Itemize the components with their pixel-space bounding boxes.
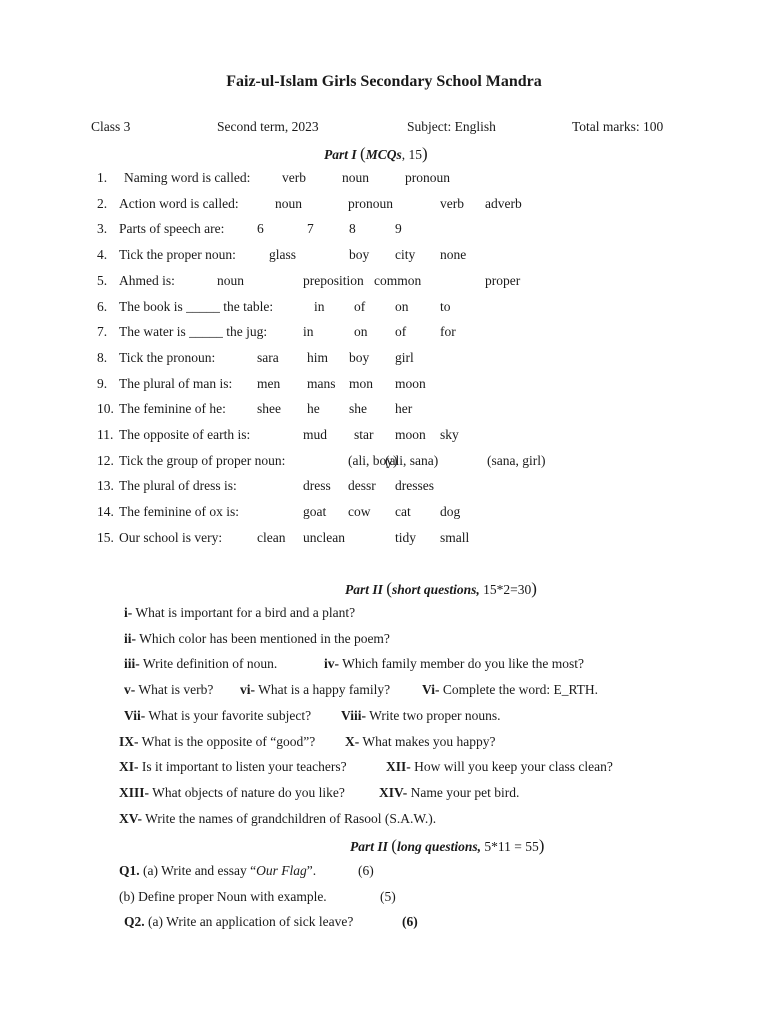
mcq-option: noun xyxy=(342,170,369,185)
short-question-number: iv- xyxy=(324,656,339,672)
part1-open-paren: ( xyxy=(360,144,366,163)
short-question-number: ii- xyxy=(124,630,136,646)
question-number: 6. xyxy=(97,298,108,314)
mcq-option: boy xyxy=(349,349,370,365)
mcq-option: tidy xyxy=(395,529,417,545)
mcq-option: preposition xyxy=(303,272,364,288)
short-question-number: Viii- xyxy=(341,707,366,723)
part2-open-paren: ( xyxy=(386,579,392,598)
long-question-2a xyxy=(124,914,353,930)
mcq-question xyxy=(97,478,757,498)
mcq-question xyxy=(97,350,757,370)
question-number: 14. xyxy=(97,504,114,520)
class-label: Class 3 xyxy=(91,119,131,134)
question-number: 12. xyxy=(97,452,114,468)
mcq-option: moon xyxy=(395,375,426,391)
mcq-option: noun xyxy=(275,195,302,211)
mcq-option: 7 xyxy=(307,221,314,237)
short-question-number: Vii- xyxy=(124,707,146,723)
mcq-question xyxy=(97,170,757,190)
short-question xyxy=(119,734,315,750)
long-question-number: Q1. xyxy=(119,863,140,878)
mcq-option: 9 xyxy=(395,221,402,237)
short-question-text: What is verb? xyxy=(135,682,214,698)
mcq-question xyxy=(97,453,757,473)
mcq-option: he xyxy=(307,401,320,417)
short-question-number: XV- xyxy=(119,810,142,826)
part2-marks: 15*2=30 xyxy=(479,582,532,597)
mcq-option: on xyxy=(395,298,409,314)
short-question xyxy=(119,759,347,775)
question-text: The water is _____ the jug: xyxy=(119,324,268,340)
short-question-number: X- xyxy=(345,733,360,749)
mcq-question xyxy=(97,427,757,447)
mcq-option: shee xyxy=(257,401,281,417)
mcq-option: verb xyxy=(440,195,464,211)
mcq-option: girl xyxy=(395,349,414,365)
mcq-option: boy xyxy=(349,247,370,263)
short-question-text: Which color has been mentioned in the poem? xyxy=(136,630,390,646)
part1-close-paren: ) xyxy=(421,144,428,163)
short-question-text: Write two proper nouns. xyxy=(366,707,501,723)
mcq-option: mud xyxy=(303,427,328,442)
mcq-option: dress xyxy=(303,478,331,494)
short-question-number: XIV- xyxy=(379,784,408,800)
question-text: Our school is very: xyxy=(119,529,223,545)
question-number: 7. xyxy=(97,324,108,340)
question-number: 11. xyxy=(97,427,114,442)
short-question xyxy=(119,785,345,801)
short-question-number: XII- xyxy=(386,759,411,775)
question-text: The plural of man is: xyxy=(119,375,233,391)
part3-close-paren: ) xyxy=(538,836,545,855)
long-question-1b-marks: (5) xyxy=(380,889,396,904)
mcq-option: pronoun xyxy=(405,170,450,185)
mcq-option: cow xyxy=(348,504,371,520)
part2-heading xyxy=(345,579,537,599)
question-text: The feminine of he: xyxy=(119,401,226,417)
question-number: 2. xyxy=(97,195,108,211)
question-number: 5. xyxy=(97,272,108,288)
mcq-option: 8 xyxy=(349,221,356,237)
short-question-text: Is it important to listen your teachers? xyxy=(138,759,347,775)
short-question-number: iii- xyxy=(124,656,140,672)
long-question-1a-marks: (6) xyxy=(358,863,374,878)
part1-label: Part I xyxy=(324,147,357,162)
mcq-question xyxy=(97,530,757,550)
mcq-option: goat xyxy=(303,504,327,520)
mcq-option: him xyxy=(307,349,329,365)
mcq-option: mans xyxy=(307,375,336,391)
mcq-option: she xyxy=(349,401,367,417)
mcq-option: of xyxy=(395,324,407,340)
short-question xyxy=(422,682,598,698)
short-question-text: How will you keep your class clean? xyxy=(410,759,613,775)
mcq-option: verb xyxy=(282,170,306,185)
mcq-option: mon xyxy=(349,375,374,391)
subject-label: Subject: English xyxy=(407,119,496,134)
question-text: Tick the proper noun: xyxy=(119,247,236,263)
short-question-text: What makes you happy? xyxy=(359,733,496,749)
short-question-number: XI- xyxy=(119,759,139,775)
long-question-2a-marks: (6) xyxy=(402,914,418,929)
part3-type: long questions, xyxy=(396,839,481,854)
mcq-option: of xyxy=(354,298,366,314)
long-question-text: (a) Write an application of sick leave? xyxy=(144,914,354,929)
question-text: Tick the group of proper noun: xyxy=(119,452,286,468)
short-question xyxy=(124,605,355,621)
long-question-number: Q2. xyxy=(124,914,145,929)
short-question-text: What objects of nature do you like? xyxy=(149,784,345,800)
short-question-text: Which family member do you like the most? xyxy=(339,656,584,672)
mcq-option: sky xyxy=(440,427,459,442)
short-question-text: Write the names of grandchildren of Rasool (S.A.W.). xyxy=(142,810,437,826)
long-question-1a xyxy=(119,863,316,879)
mcq-question xyxy=(97,196,757,216)
short-question-text: What is a happy family? xyxy=(255,682,391,698)
short-question-text: Write definition of noun. xyxy=(139,656,278,672)
part3-open-paren: ( xyxy=(391,836,397,855)
short-question-number: Vi- xyxy=(422,682,440,698)
short-question-number: IX- xyxy=(119,733,139,749)
short-question xyxy=(345,734,495,750)
mcq-option: unclean xyxy=(303,529,345,545)
short-question-number: vi- xyxy=(240,682,255,698)
essay-topic: Our Flag xyxy=(256,863,307,878)
mcq-option: small xyxy=(440,529,470,545)
part2-type: short questions, xyxy=(391,582,480,597)
part1-count: , 15 xyxy=(401,147,422,162)
short-question-number: i- xyxy=(124,605,133,620)
short-question xyxy=(124,656,277,672)
mcq-question xyxy=(97,273,757,293)
short-question xyxy=(379,785,519,801)
part1-heading xyxy=(324,144,428,164)
question-number: 4. xyxy=(97,247,108,263)
mcq-option: star xyxy=(354,427,374,442)
mcq-option: glass xyxy=(269,247,296,263)
mcq-option: dog xyxy=(440,504,461,520)
short-question-text: Name your pet bird. xyxy=(407,784,520,800)
mcq-option: (ali, boy) xyxy=(348,452,398,468)
short-question xyxy=(386,759,613,775)
mcq-option: her xyxy=(395,401,413,417)
question-text: Tick the pronoun: xyxy=(119,349,216,365)
part2-close-paren: ) xyxy=(531,579,537,598)
mcq-option: in xyxy=(314,298,325,314)
mcq-option: on xyxy=(354,324,368,340)
long-question-1b: (b) Define proper Noun with example. xyxy=(119,889,327,904)
short-question-number: XIII- xyxy=(119,784,150,800)
mcq-option: (ali, sana) xyxy=(385,452,439,468)
part3-marks: 5*11 = 55 xyxy=(480,839,539,854)
mcq-question xyxy=(97,401,757,421)
question-number: 15. xyxy=(97,529,114,545)
question-number: 3. xyxy=(97,221,108,237)
long-question-text-end: ”. xyxy=(306,863,317,878)
short-question-text: What is the opposite of “good”? xyxy=(138,733,316,749)
question-text: The feminine of ox is: xyxy=(119,504,239,520)
mcq-option: dessr xyxy=(348,478,376,494)
mcq-option: proper xyxy=(485,272,521,288)
mcq-option: cat xyxy=(395,504,411,520)
short-question xyxy=(240,682,390,698)
short-question-text: Complete the word: E_RTH. xyxy=(439,682,599,698)
mcq-question xyxy=(97,299,757,319)
part3-label: Part II xyxy=(350,839,388,854)
mcq-option: men xyxy=(257,375,281,391)
part1-type: MCQs xyxy=(365,147,402,162)
short-question xyxy=(124,708,311,724)
mcq-option: clean xyxy=(257,529,286,545)
mcq-option: 6 xyxy=(257,221,264,237)
mcq-option: common xyxy=(374,272,422,288)
question-text: Ahmed is: xyxy=(119,272,175,288)
question-text: The book is _____ the table: xyxy=(119,298,274,314)
mcq-question xyxy=(97,324,757,344)
short-question-number: v- xyxy=(124,682,136,698)
question-text: Parts of speech are: xyxy=(119,221,225,237)
question-text: Naming word is called: xyxy=(124,170,251,185)
short-question xyxy=(324,656,584,672)
mcq-option: pronoun xyxy=(348,195,393,211)
mcq-option: for xyxy=(440,324,456,340)
mcq-option: (sana, girl) xyxy=(487,452,546,468)
part2-label: Part II xyxy=(345,582,383,597)
short-question-text: What is your favorite subject? xyxy=(145,707,312,723)
question-text: Action word is called: xyxy=(119,195,239,211)
question-text: The opposite of earth is: xyxy=(119,427,251,442)
mcq-option: city xyxy=(395,247,416,263)
short-question xyxy=(124,682,213,698)
short-question xyxy=(124,631,390,647)
total-marks-label: Total marks: 100 xyxy=(572,119,664,134)
term-label: Second term, 2023 xyxy=(217,119,319,134)
question-number: 8. xyxy=(97,349,108,365)
school-name: Faiz-ul-Islam Girls Secondary School Mandra xyxy=(226,73,542,90)
mcq-option: sara xyxy=(257,349,279,365)
mcq-option: to xyxy=(440,298,451,314)
mcq-question xyxy=(97,376,757,396)
mcq-option: none xyxy=(440,247,467,263)
question-number: 13. xyxy=(97,478,114,494)
mcq-option: moon xyxy=(395,427,426,442)
mcq-question xyxy=(97,247,757,267)
question-text: The plural of dress is: xyxy=(119,478,237,494)
question-number: 9. xyxy=(97,375,108,391)
part3-heading xyxy=(350,836,544,856)
mcq-question xyxy=(97,221,757,241)
mcq-option: adverb xyxy=(485,195,522,211)
mcq-option: dresses xyxy=(395,478,434,494)
short-question xyxy=(119,811,436,827)
long-question-text: (a) Write and essay “ xyxy=(139,863,257,878)
question-number: 10. xyxy=(97,401,114,417)
mcq-question xyxy=(97,504,757,524)
mcq-option: noun xyxy=(217,272,244,288)
short-question xyxy=(341,708,501,724)
short-question-text: What is important for a bird and a plant? xyxy=(132,605,356,620)
question-number: 1. xyxy=(97,170,108,185)
mcq-option: in xyxy=(303,324,314,340)
